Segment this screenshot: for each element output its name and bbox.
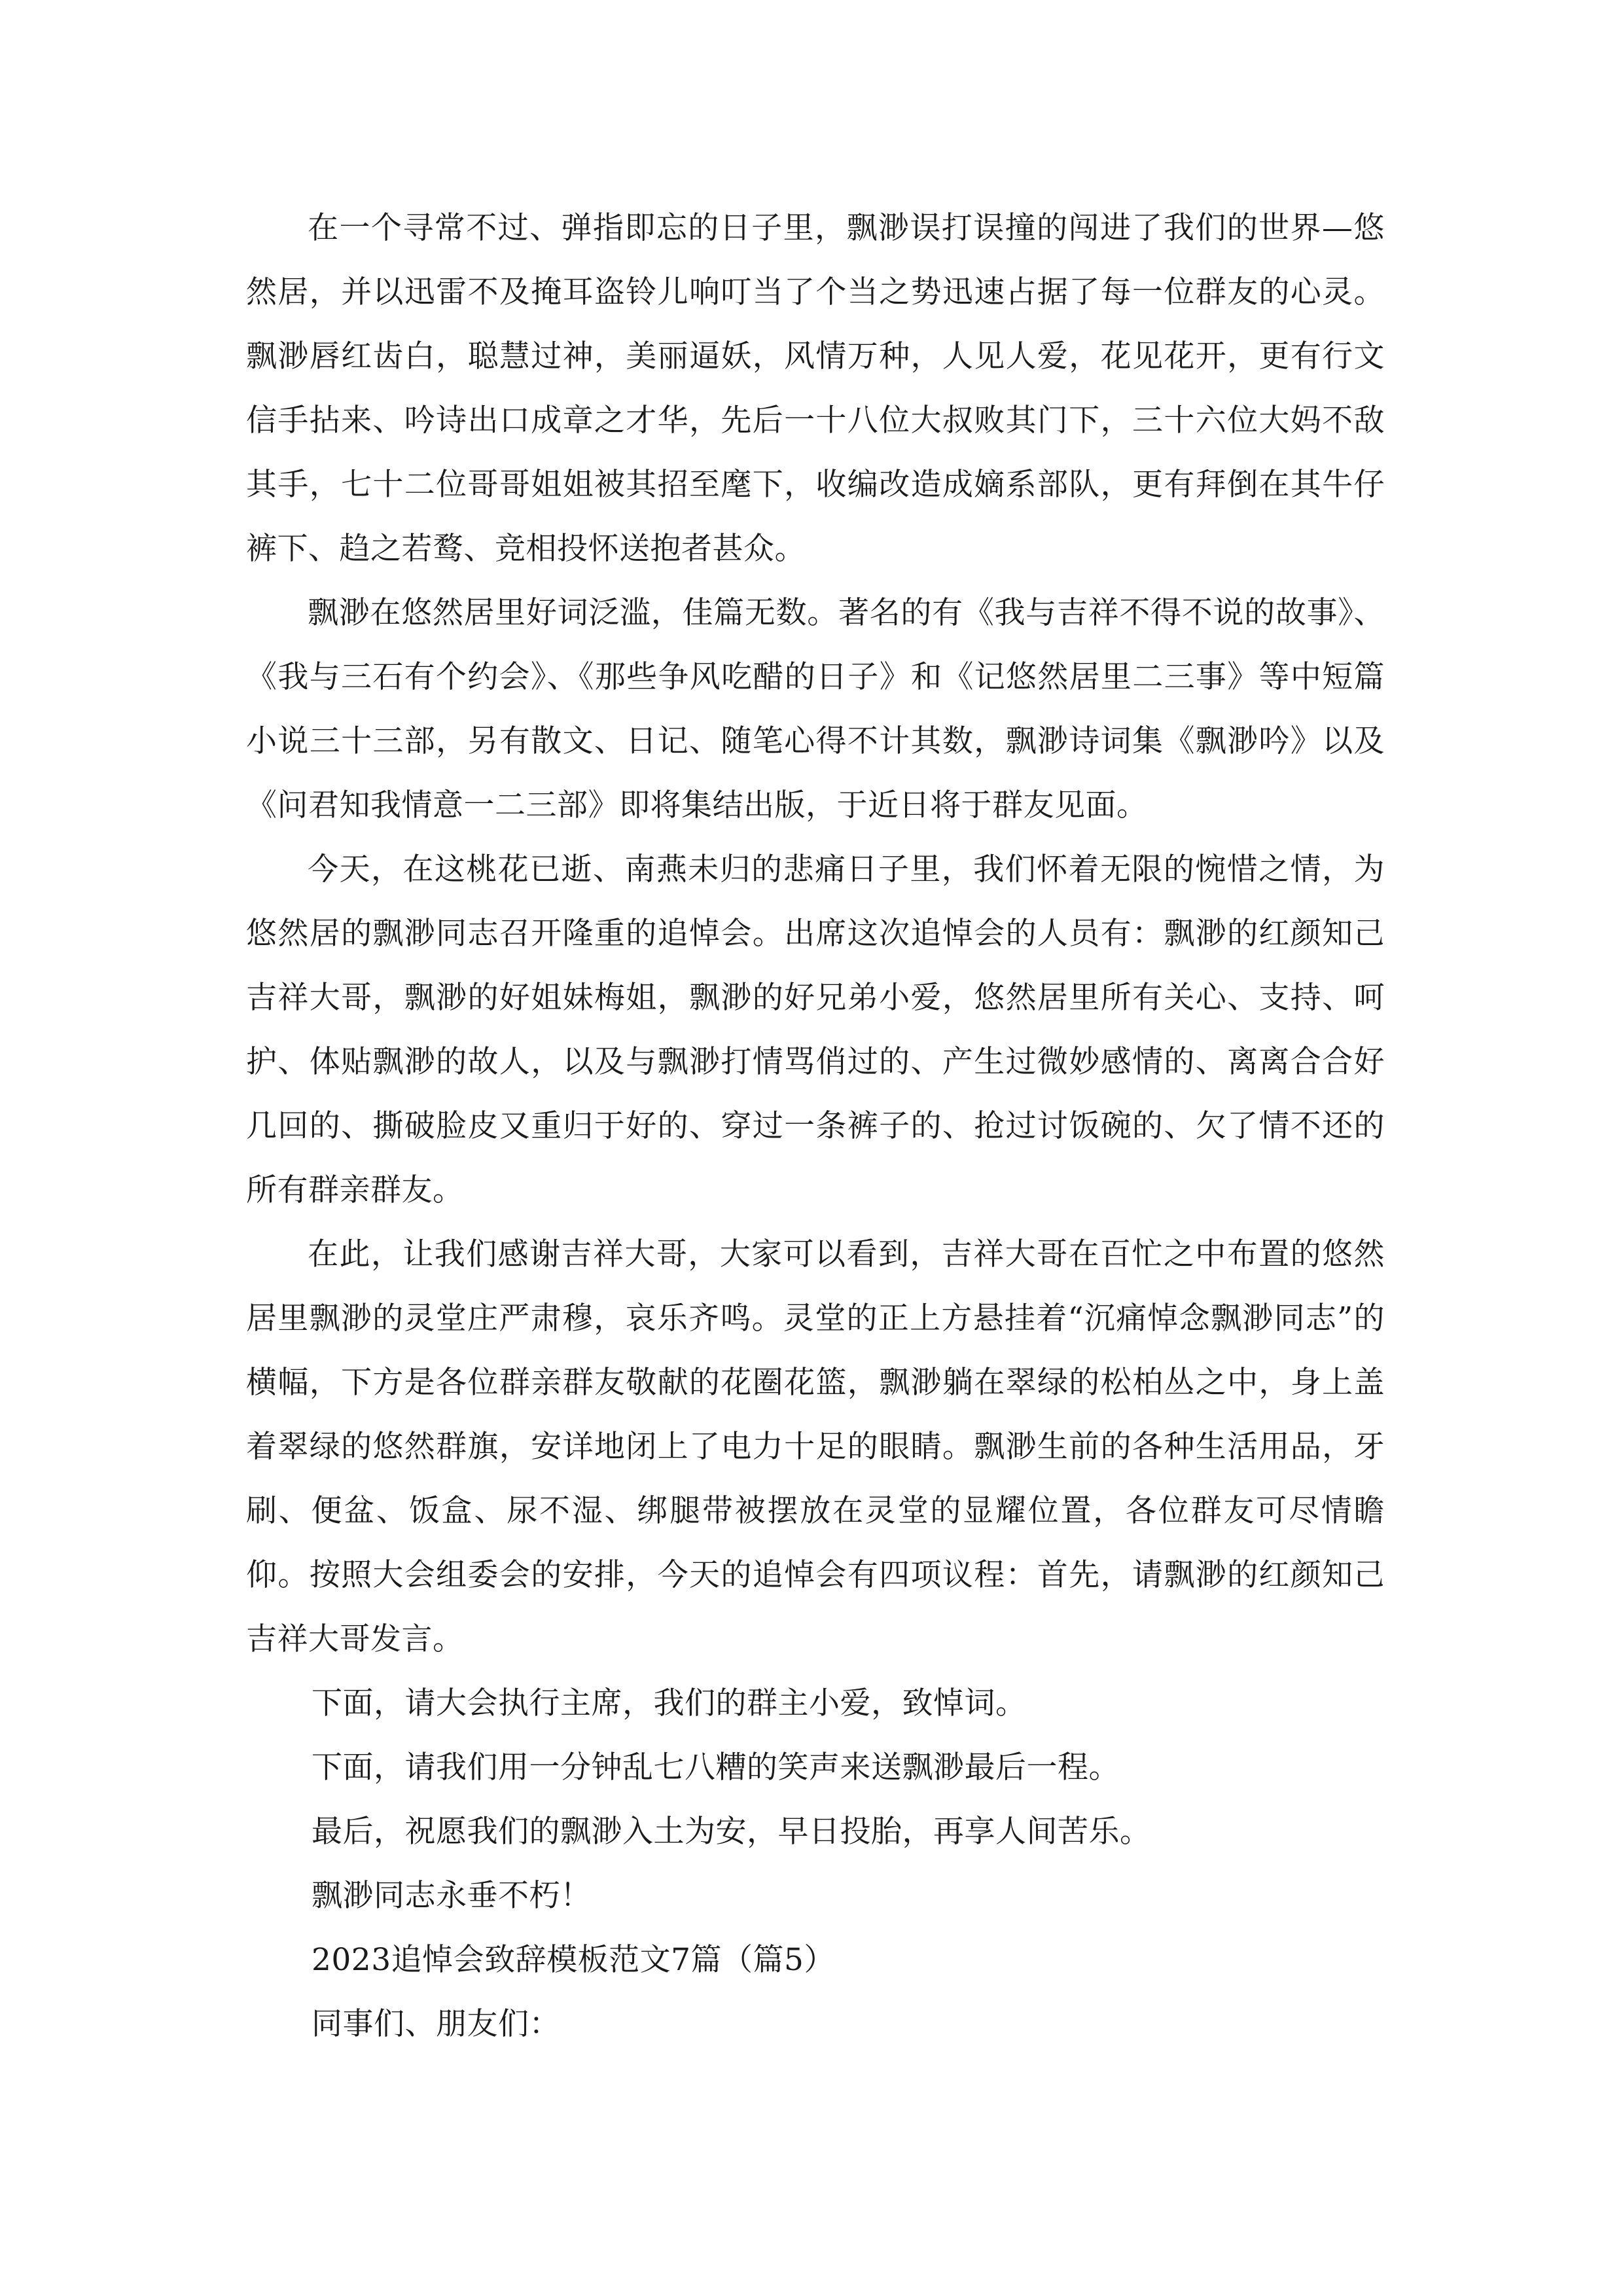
line-final-blessing: 最后，祝愿我们的飘渺入土为安，早日投胎，再享人间苦乐。 [312,1814,1151,1850]
paragraph-3: 今天，在这桃花已逝、南燕未归的悲痛日子里，我们怀着无限的惋惜之情，为悠然居的飘渺同志召开隆重的追悼会。出席这次追悼会的人员有：飘渺的红颜知己吉祥大哥，飘渺的好姐妹梅姐，飘渺的好兄弟小爱，悠然居里所有关心、支持、呵护、体贴飘渺的故人，以及与飘渺打情骂俏过的、产生过微妙感情的、离离合合好几回的、撕破脸皮又重归于好的、穿过一条裤子的、抢过讨饭碗的、欠了情不还的所有群亲群友。 [246,852,1385,1208]
line-laughter-farewell: 下面，请我们用一分钟乱七八糟的笑声来送飘渺最后一程。 [312,1749,1120,1785]
paragraph-4: 在此，让我们感谢吉祥大哥，大家可以看到，吉祥大哥在百忙之中布置的悠然居里飘渺的灵堂庄严肃穆，哀乐齐鸣。灵堂的正上方悬挂着“沉痛悼念飘渺同志”的横幅，下方是各位群亲群友敬献的花圈花篮，飘渺躺在翠绿的松柏丛之中，身上盖着翠绿的悠然群旗，安详地闭上了电力十足的眼睛。飘渺生前的各种生活用品，牙刷、便盆、饭盒、尿不湿、绑腿带被摆放在灵堂的显耀位置，各位群友可尽情瞻仰。按照大会组委会的安排，今天的追悼会有四项议程：首先，请飘渺的红颜知己吉祥大哥发言。 [246,1236,1385,1657]
paragraph-2: 飘渺在悠然居里好词泛滥，佳篇无数。著名的有《我与吉祥不得不说的故事》、《我与三石有个约会》、《那些争风吃醋的日子》和《记悠然居里二三事》等中短篇小说三十三部，另有散文、日记、随笔心得不计其数，飘渺诗词集《飘渺吟》以及《问君知我情意一二三部》即将集结出版，于近日将于群友见面。 [246,595,1385,823]
line-immortal: 飘渺同志永垂不朽！ [312,1878,592,1914]
line-eulogy-invitation: 下面，请大会执行主席，我们的群主小爱，致悼词。 [312,1685,1027,1721]
paragraph-1: 在一个寻常不过、弹指即忘的日子里，飘渺误打误撞的闯进了我们的世界—悠然居，并以迅雷不及掩耳盗铃儿响叮当了个当之势迅速占据了每一位群友的心灵。飘渺唇红齿白，聪慧过神，美丽逼妖，风情万种，人见人爱，花见花开，更有行文信手拈来、吟诗出口成章之才华，先后一十八位大叔败其门下，三十六位大妈不敌其手，七十二位哥哥姐姐被其招至麾下，收编改造成嫡系部队，更有拜倒在其牛仔裤下、趋之若鹜、竞相投怀送抱者甚众。 [246,210,1385,567]
section-heading: 2023追悼会致辞模板范文7篇（篇5） [312,1942,835,1978]
document-body [246,196,1385,2056]
greeting-line: 同事们、朋友们： [312,2006,560,2042]
